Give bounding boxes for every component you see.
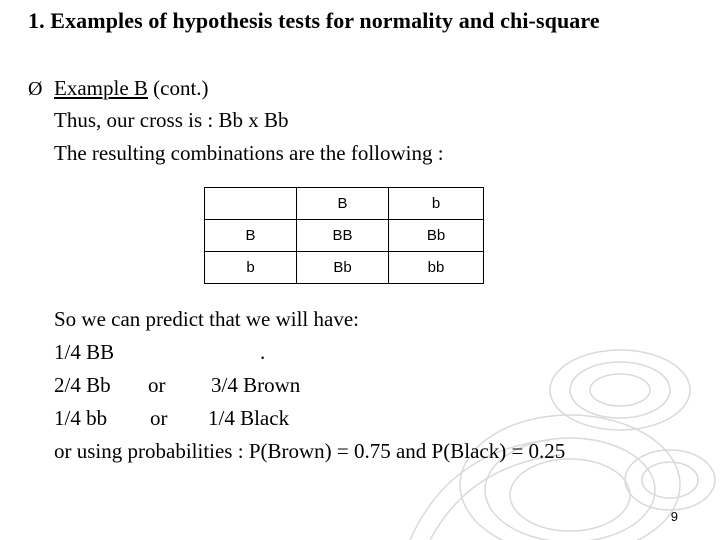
cross-description: Thus, our cross is : Bb x Bb bbox=[54, 108, 289, 132]
combinations-intro: The resulting combinations are the following : bbox=[54, 141, 444, 165]
slide-title: 1. Examples of hypothesis tests for normality and chi-square bbox=[28, 8, 600, 33]
slide-number: 9 bbox=[670, 509, 678, 524]
background-swirl-decoration bbox=[390, 240, 720, 540]
ratio-black: 1/4 Black bbox=[208, 406, 290, 430]
prediction-lead: So we can predict that we will have: bbox=[54, 307, 359, 331]
punnett-square-table bbox=[204, 187, 484, 284]
table-header-row bbox=[205, 188, 484, 220]
table-cell: b bbox=[205, 252, 297, 284]
table-header-cell: B bbox=[297, 188, 389, 220]
probabilities-line: or using probabilities : P(Brown) = 0.75 and P(Black) = 0.25 bbox=[54, 439, 566, 463]
table-cell: BB bbox=[297, 220, 389, 252]
table-cell: Bb bbox=[297, 252, 389, 284]
period-mark: . bbox=[260, 340, 266, 364]
ratio-bb-rec: 1/4 bb bbox=[54, 406, 108, 430]
or-text: or bbox=[148, 373, 166, 397]
ratio-bb: 1/4 BB bbox=[54, 340, 115, 364]
table-header-cell: b bbox=[389, 188, 484, 220]
example-suffix: (cont.) bbox=[147, 76, 209, 100]
bullet-example-heading bbox=[28, 76, 209, 101]
prediction-line-black bbox=[54, 406, 290, 431]
example-label: Example B bbox=[54, 76, 148, 100]
table-cell: B bbox=[205, 220, 297, 252]
ratio-bb-het: 2/4 Bb bbox=[54, 373, 111, 397]
arrow-bullet-icon: Ø bbox=[28, 78, 43, 100]
or-text: or bbox=[150, 406, 168, 430]
table-cell: bb bbox=[389, 252, 484, 284]
table-header-cell bbox=[205, 188, 297, 220]
table-cell: Bb bbox=[389, 220, 484, 252]
prediction-line-bb-brown bbox=[54, 373, 301, 398]
ratio-brown: 3/4 Brown bbox=[211, 373, 301, 397]
table-row bbox=[205, 220, 484, 252]
table-row bbox=[205, 252, 484, 284]
prediction-line-bb bbox=[54, 340, 266, 365]
